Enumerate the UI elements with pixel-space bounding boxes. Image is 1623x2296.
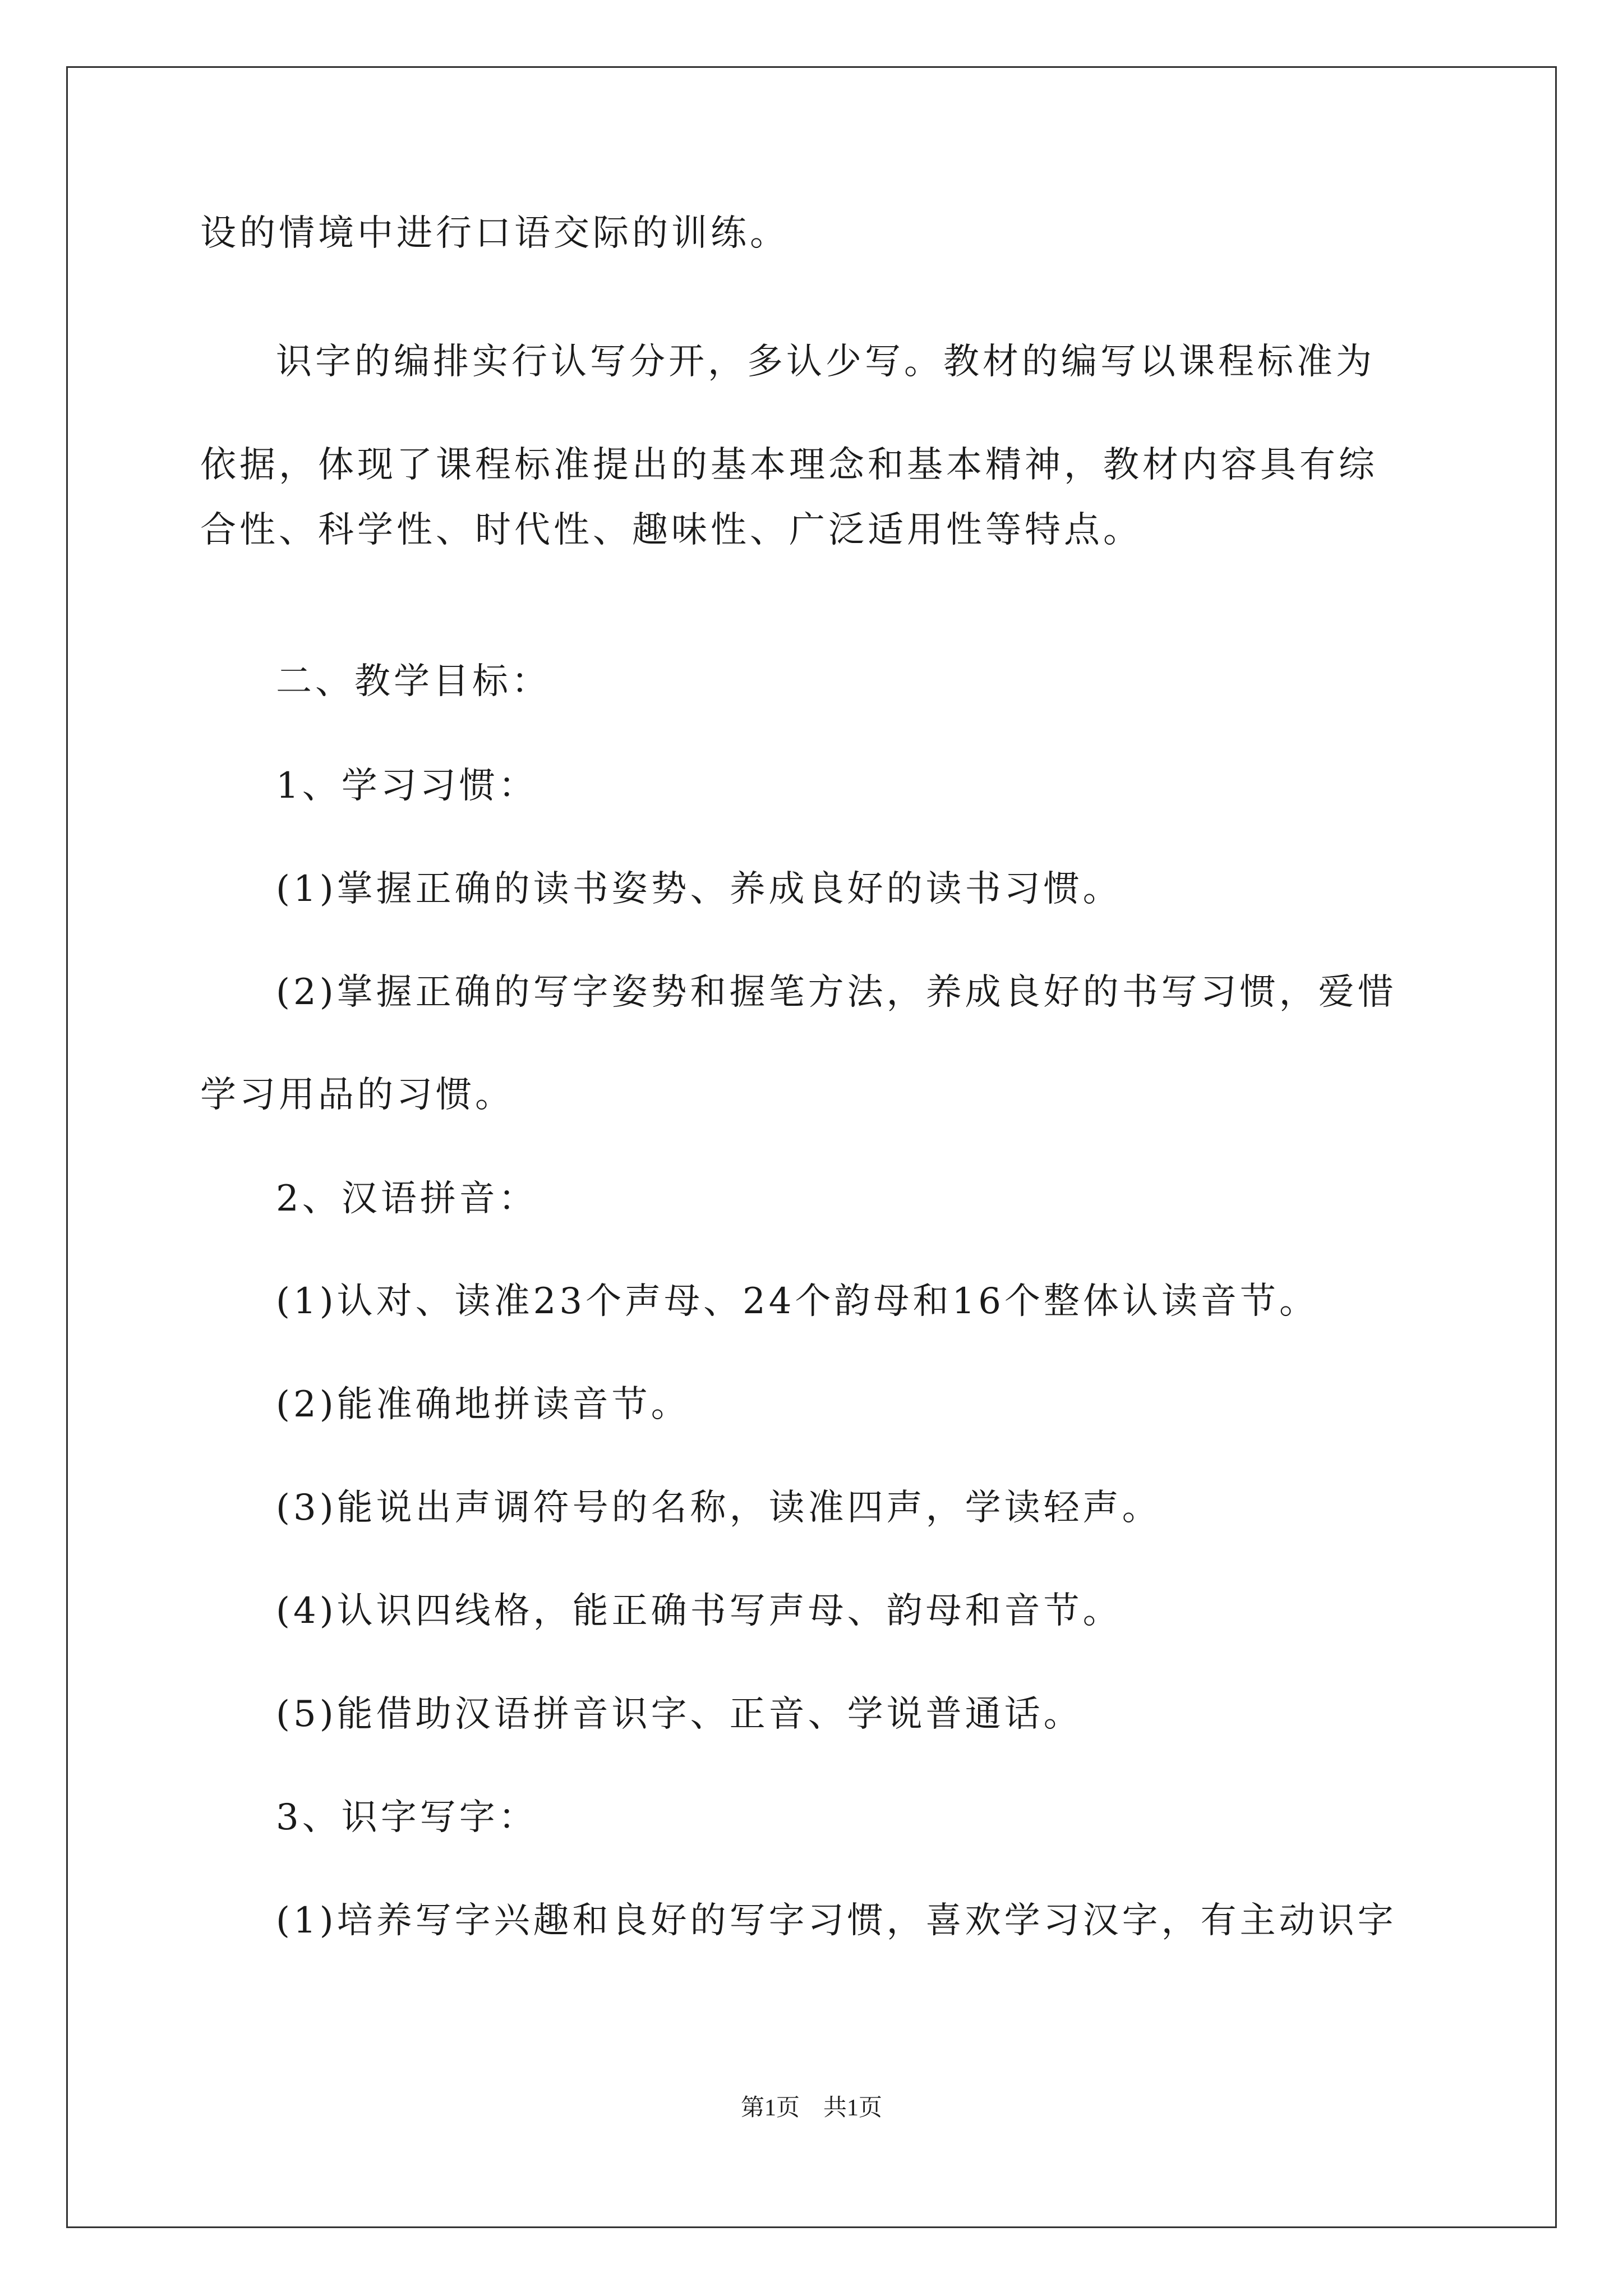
text-line: (5)能借助汉语拼音识字、正音、学说普通话。 <box>276 1694 1083 1735</box>
text-line: (3)能说出声调符号的名称，读准四声，学读轻声。 <box>276 1487 1161 1529</box>
section-heading: 二、教学目标： <box>276 661 551 702</box>
subsection-heading: 1、学习习惯： <box>276 765 538 807</box>
text-line: 设的情境中进行口语交际的训练。 <box>200 213 789 254</box>
text-line: 识字的编排实行认写分开，多认少写。教材的编写以课程标准为 <box>276 341 1375 383</box>
text-line: 学习用品的习惯。 <box>200 1074 514 1116</box>
text-line: (1)掌握正确的读书姿势、养成良好的读书习惯。 <box>276 868 1122 910</box>
text-line: (1)认对、读准23个声母、24个韵母和16个整体认读音节。 <box>276 1281 1318 1322</box>
text-line: 依据，体现了课程标准提出的基本理念和基本精神，教材内容具有综 <box>200 444 1378 486</box>
text-line: (4)认识四线格，能正确书写声母、韵母和音节。 <box>276 1590 1122 1632</box>
text-line: (1)培养写字兴趣和良好的写字习惯，喜欢学习汉字，有主动识字 <box>276 1900 1397 1941</box>
text-line: (2)掌握正确的写字姿势和握笔方法，养成良好的书写习惯，爱惜 <box>276 972 1397 1013</box>
subsection-heading: 2、汉语拼音： <box>276 1178 538 1220</box>
text-line: (2)能准确地拼读音节。 <box>276 1384 690 1425</box>
text-line: 合性、科学性、时代性、趣味性、广泛适用性等特点。 <box>200 509 1142 551</box>
page-footer: 第1页 共1页 <box>740 2095 882 2121</box>
subsection-heading: 3、识字写字： <box>276 1797 538 1838</box>
